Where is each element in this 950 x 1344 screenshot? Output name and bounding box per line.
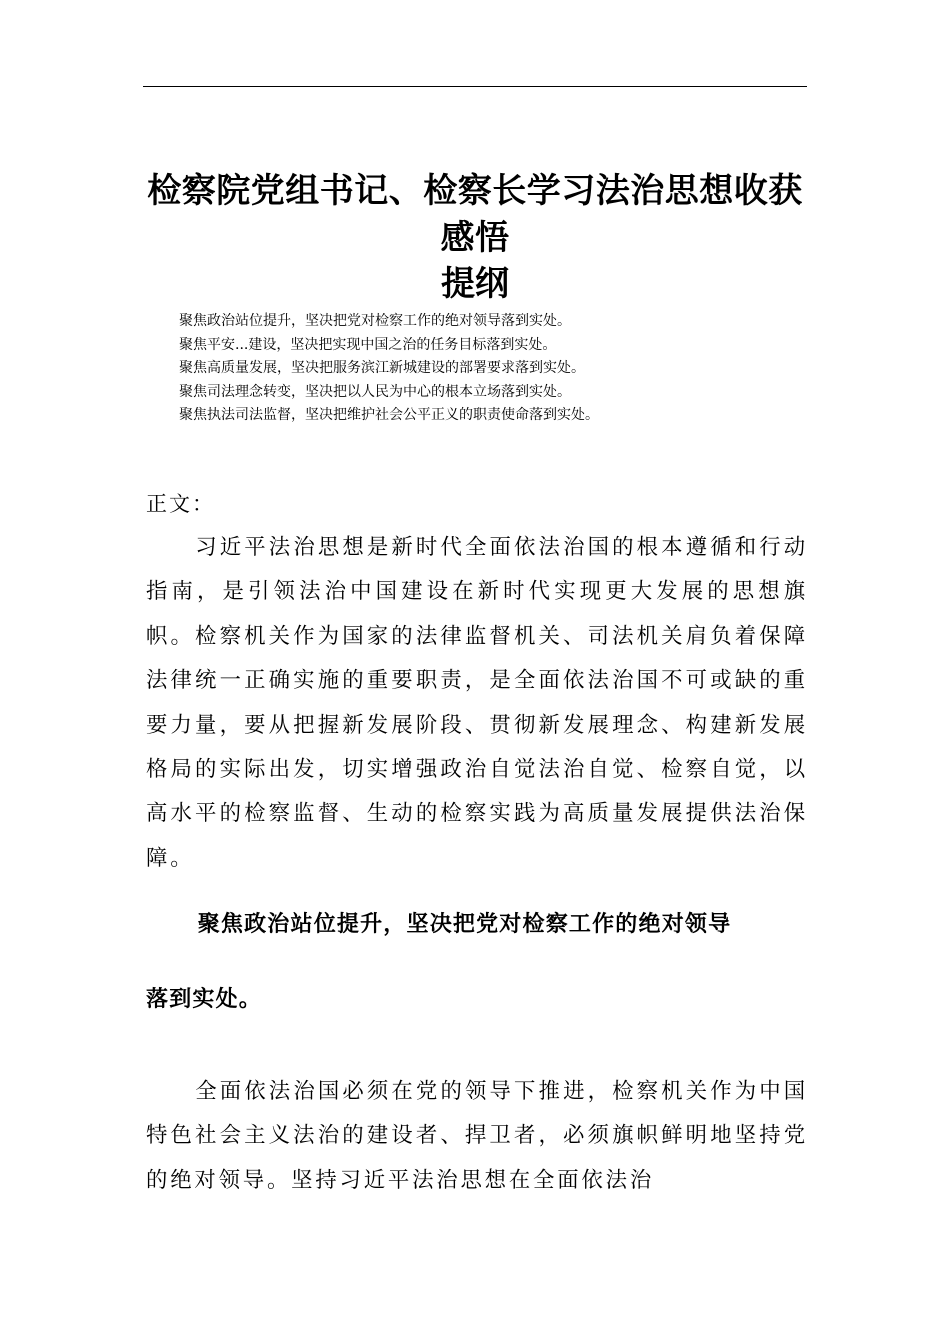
document-title: 检察院党组书记、检察长学习法治思想收获感悟	[147, 171, 803, 258]
section-heading-1-line-1: 聚焦政治站位提升，坚决把党对检察工作的绝对领导	[197, 912, 732, 937]
body-paragraph-1: 习近平法治思想是新时代全面依法治国的根本遵循和行动指南，是引领法治中国建设在新时代实现更大发展的思想旗帜。检察机关作为国家的法律监督机关、司法机关肩负着保障法律统一正确实施的重要职责，是全面依法治国不可或缺的重要力量，要从把握新发展阶段、贯彻新发展理念、构建新发展格局的实际出发，切实增强政治自觉法治自觉、检察自觉，以高水平的检察监督、生动的检察实践为高质量发展提供法治保障。	[146, 535, 808, 871]
outline-list	[179, 310, 819, 428]
outline-item: 聚焦司法理念转变，坚决把以人民为中心的根本立场落到实处。	[179, 383, 571, 400]
outline-item: 聚焦执法司法监督，坚决把维护社会公平正义的职责使命落到实处。	[179, 407, 599, 423]
body-paragraph-2: 全面依法治国必须在党的领导下推进，检察机关作为中国特色社会主义法治的建设者、捍卫者，必须旗帜鲜明地坚持党的绝对领导。坚持习近平法治思想在全面依法治	[146, 1079, 808, 1193]
outline-item: 聚焦平安...建设，坚决把实现中国之治的任务目标落到实处。	[179, 336, 557, 353]
header-rule	[143, 86, 807, 87]
outline-item: 聚焦政治站位提升，坚决把党对检察工作的绝对领导落到实处。	[179, 313, 571, 329]
section-heading-1-line-2: 落到实处。	[146, 987, 263, 1012]
body-label: 正文：	[146, 492, 215, 516]
document-subtitle: 提纲	[441, 264, 509, 304]
outline-item: 聚焦高质量发展，坚决把服务滨江新城建设的部署要求落到实处。	[179, 360, 585, 376]
